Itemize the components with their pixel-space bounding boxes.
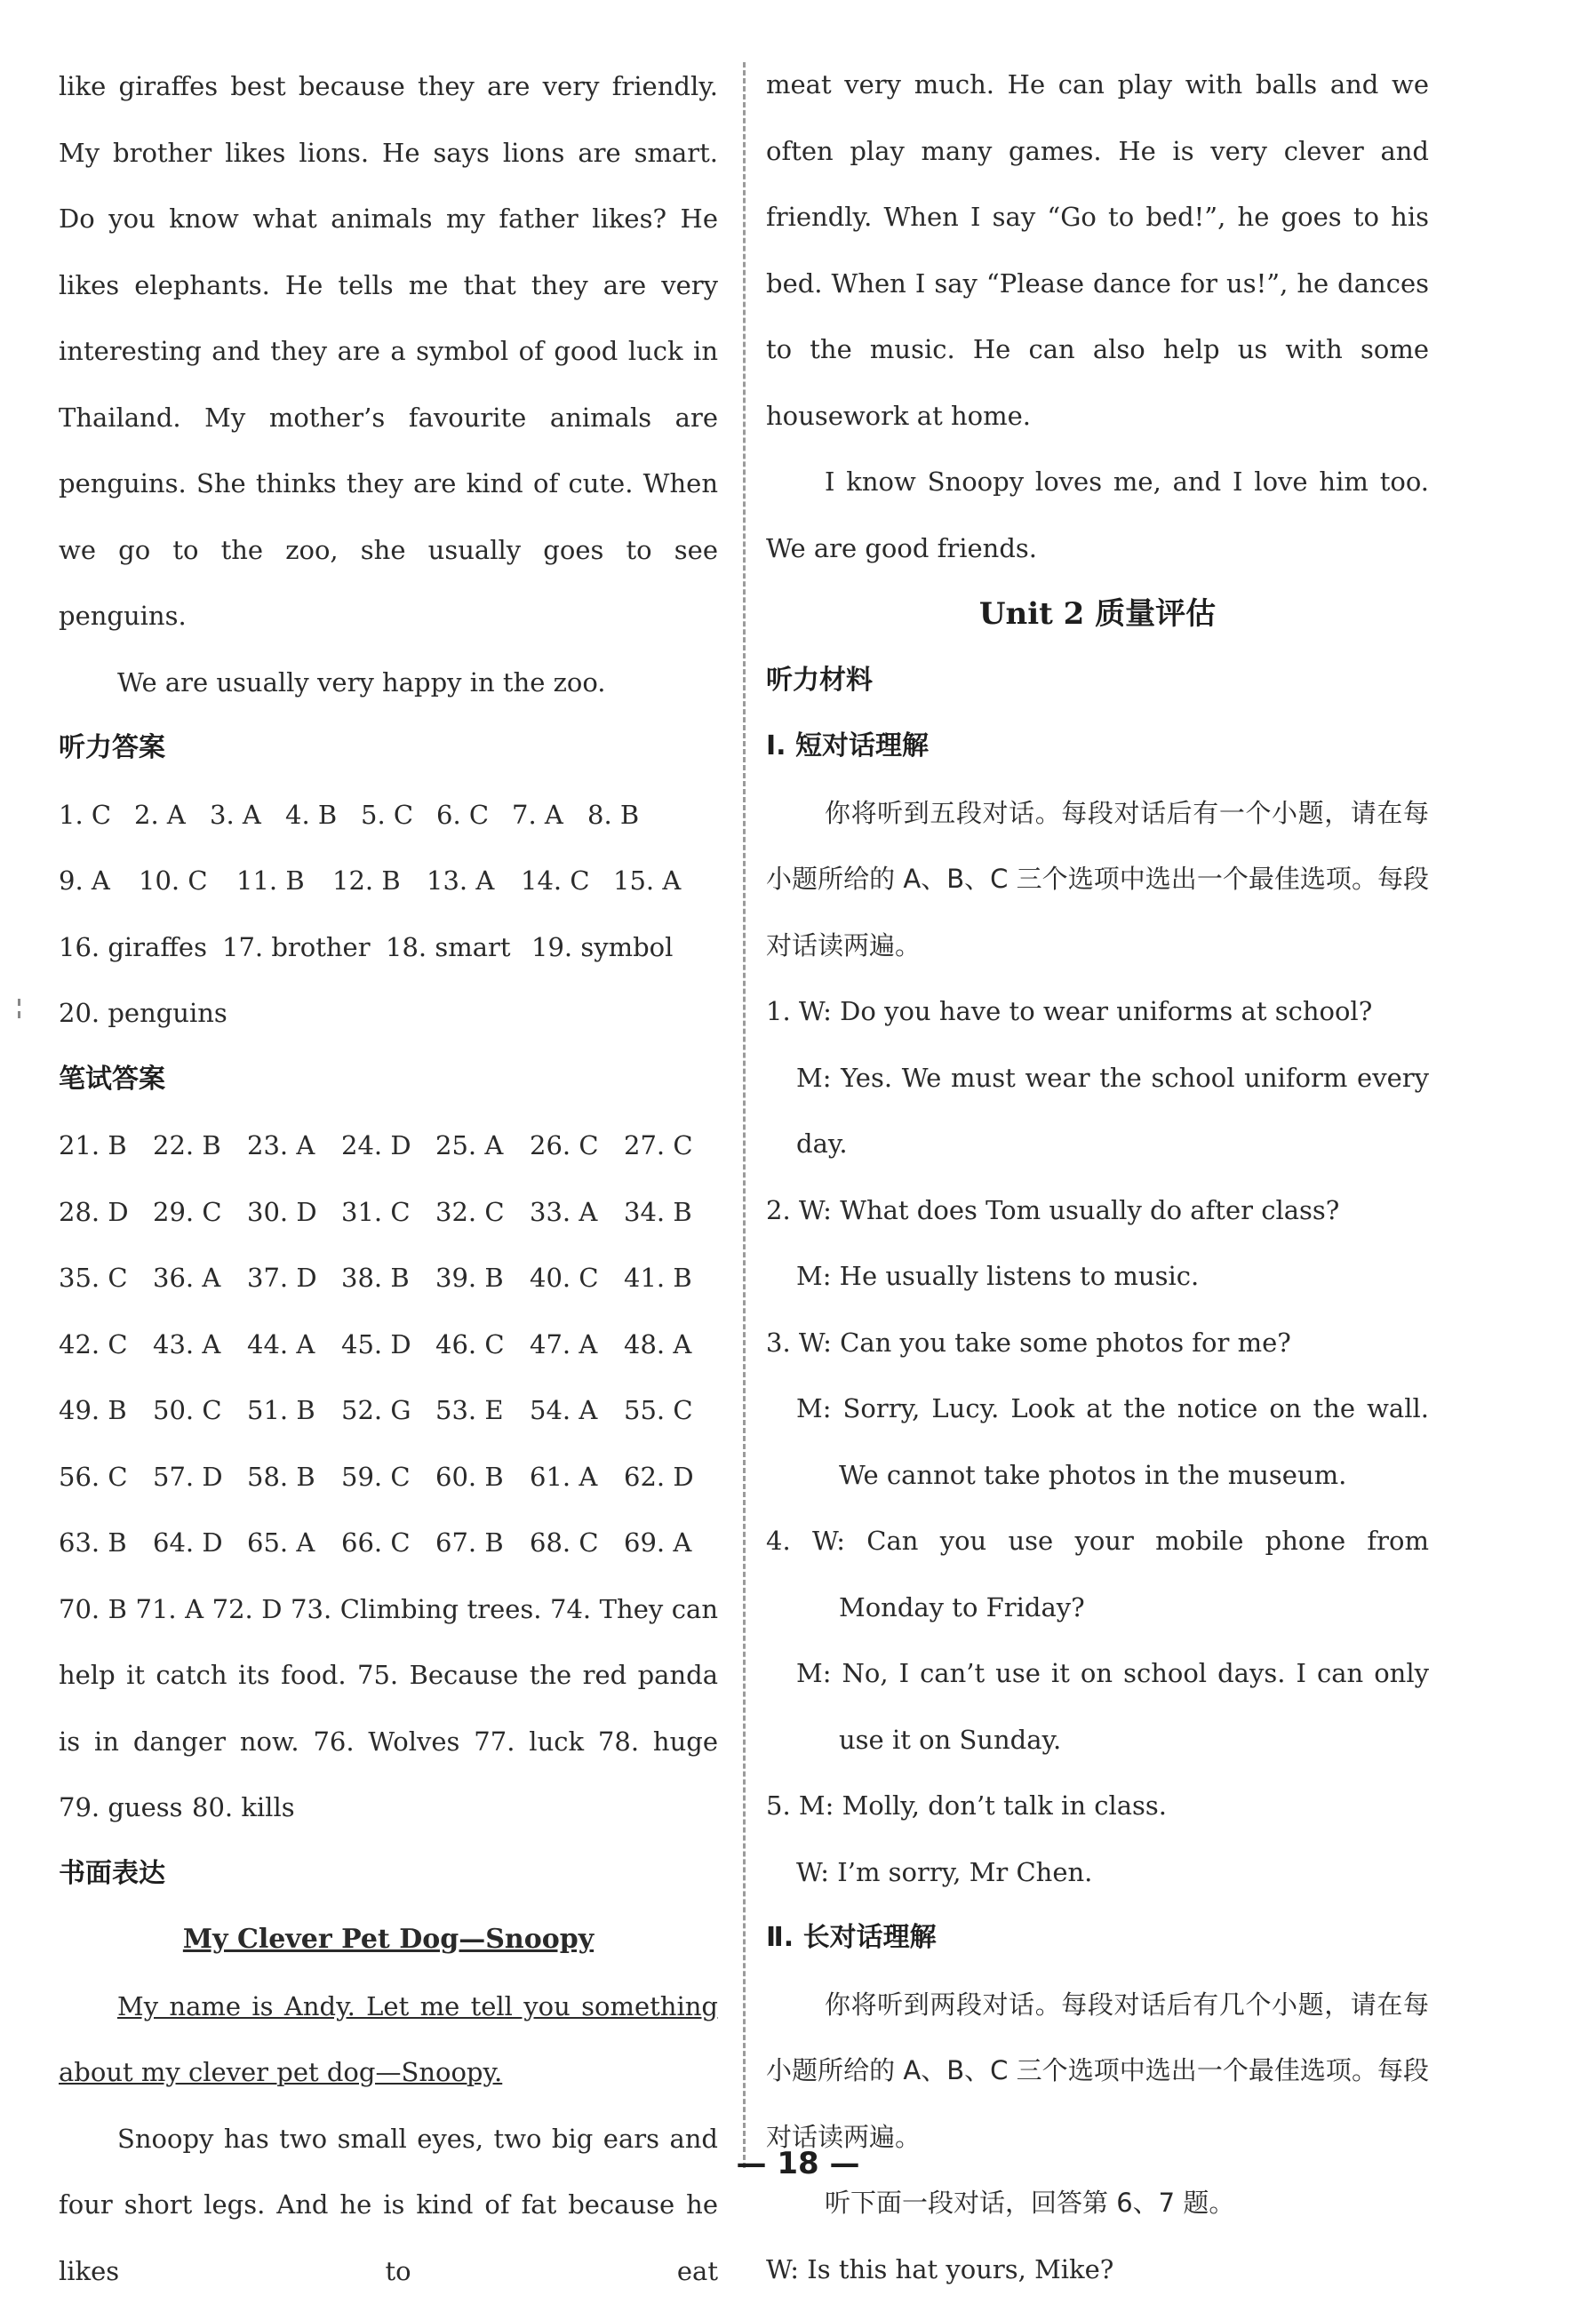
page-number-value: 18 [777, 2146, 818, 2181]
answer-item: 6. C [436, 782, 512, 849]
answer-row [59, 980, 718, 1047]
answer-item: 48. A [624, 1311, 718, 1378]
answer-item: 59. C [341, 1444, 435, 1511]
answer-row [59, 914, 718, 981]
dialog-4-answer: M: No, I can’t use it on school days. I can only use it on Sunday. [766, 1640, 1429, 1773]
answer-item: 46. C [435, 1311, 530, 1378]
answer-item: 22. B [153, 1112, 247, 1179]
answer-row [59, 782, 718, 849]
column-divider [743, 62, 746, 2168]
answer-item: 36. A [153, 1245, 247, 1311]
essay-paragraph: Snoopy has two small eyes, two big ears and four short legs. And he is kind of fat because he likes to eat [59, 2106, 718, 2304]
dialog-1-answer: M: Yes. We must wear the school uniform every day. [766, 1045, 1429, 1177]
answer-item: 5. C [361, 782, 436, 849]
written-answers-heading: 笔试答案 [59, 1047, 718, 1113]
essay-ending: I know Snoopy loves me, and I love him too. We are good friends. [766, 449, 1429, 581]
answer-item: 24. D [341, 1112, 435, 1179]
answer-item: 2. A [134, 782, 210, 849]
answer-item: 27. C [624, 1112, 718, 1179]
answer-item: 32. C [435, 1179, 530, 1246]
answer-item: 79. guess [59, 1774, 192, 1841]
answer-item: 67. B [435, 1510, 530, 1576]
answer-item: 40. C [530, 1245, 624, 1311]
answer-item: 18. smart [386, 914, 531, 981]
answer-item: 9. A [59, 848, 139, 914]
written-answers-tail: 70. B 71. A 72. D 73. Climbing trees. 74. They can help it catch its food. 75. Because the red panda is in danger now. 76. Wolves 77. luck 78. huge [59, 1576, 718, 1775]
answer-item: 69. A [624, 1510, 718, 1576]
answer-item: 7. A [512, 782, 587, 849]
answer-item: 35. C [59, 1245, 153, 1311]
listening-answers-heading: 听力答案 [59, 715, 718, 782]
answer-row [59, 1377, 718, 1444]
unit-title: Unit 2 质量评估 [766, 581, 1429, 648]
answer-item: 30. D [247, 1179, 341, 1246]
section2-subinstruction: 听下面一段对话，回答第 6、7 题。 [766, 2170, 1429, 2236]
answer-item: 1. C [59, 782, 134, 849]
answer-item: 80. kills [192, 1774, 295, 1841]
answer-item: 44. A [247, 1311, 341, 1378]
answer-item: 63. B [59, 1510, 153, 1576]
answer-row [59, 1179, 718, 1246]
answer-item: 64. D [153, 1510, 247, 1576]
answer-item: 23. A [247, 1112, 341, 1179]
answer-item: 57. D [153, 1444, 247, 1511]
answer-item: 11. B [236, 848, 332, 914]
right-column [766, 52, 1429, 2302]
answer-item: 58. B [247, 1444, 341, 1511]
section1-heading: Ⅰ. 短对话理解 [766, 714, 1429, 780]
answer-item: 68. C [530, 1510, 624, 1576]
answer-item: 51. B [247, 1377, 341, 1444]
answer-item: 45. D [341, 1311, 435, 1378]
page-number: — 18 — [0, 2146, 1596, 2181]
dialog-2-answer: M: He usually listens to music. [766, 1243, 1429, 1310]
answer-item: 65. A [247, 1510, 341, 1576]
dialog-3-answer: M: Sorry, Lucy. Look at the notice on the wall. We cannot take photos in the museum. [766, 1375, 1429, 1508]
dialog-5-question: 5. M: Molly, don’t talk in class. [766, 1773, 1429, 1839]
essay-continued: meat very much. He can play with balls and we often play many games. He is very clever and friendly. When I say “Go to bed!”, he goes to his bed. When I say “Please dance for us!”, he dances to the music. He can also help us with some housework at home. [766, 52, 1429, 449]
answer-row [59, 1112, 718, 1179]
answer-item: 10. C [139, 848, 236, 914]
answer-item: 4. B [285, 782, 361, 849]
answer-item: 37. D [247, 1245, 341, 1311]
margin-marks [18, 993, 28, 1024]
answer-item: 61. A [530, 1444, 624, 1511]
answer-item: 39. B [435, 1245, 530, 1311]
answer-item: 31. C [341, 1179, 435, 1246]
answer-row [59, 1311, 718, 1378]
answer-item: 62. D [624, 1444, 718, 1511]
section1-instructions: 你将听到五段对话。每段对话后有一个小题，请在每小题所给的 A、B、C 三个选项中选出一个最佳选项。每段对话读两遍。 [766, 780, 1429, 979]
essay-title: My Clever Pet Dog—Snoopy [59, 1907, 718, 1973]
essay-intro: My name is Andy. Let me tell you something about my clever pet dog—Snoopy. [59, 1973, 718, 2106]
answer-row [59, 1245, 718, 1311]
answer-item: 21. B [59, 1112, 153, 1179]
dialog-6-first-line: W: Is this hat yours, Mike? [766, 2236, 1429, 2303]
answer-item: 16. giraffes [59, 914, 222, 981]
answer-item: 54. A [530, 1377, 624, 1444]
answer-item: 28. D [59, 1179, 153, 1246]
answer-item: 49. B [59, 1377, 153, 1444]
answer-item: 55. C [624, 1377, 718, 1444]
reading-conclusion: We are usually very happy in the zoo. [59, 650, 718, 716]
answer-item: 19. symbol [531, 914, 691, 981]
answer-row [59, 1510, 718, 1576]
answer-item: 42. C [59, 1311, 153, 1378]
answer-item: 52. G [341, 1377, 435, 1444]
dialog-3-question: 3. W: Can you take some photos for me? [766, 1310, 1429, 1376]
answer-row [59, 848, 718, 914]
answer-item: 34. B [624, 1179, 718, 1246]
answer-item: 17. brother [222, 914, 386, 981]
dialog-5-answer: W: I’m sorry, Mr Chen. [766, 1839, 1429, 1906]
answer-item: 43. A [153, 1311, 247, 1378]
answer-item: 41. B [624, 1245, 718, 1311]
dialog-2-question: 2. W: What does Tom usually do after class? [766, 1177, 1429, 1244]
section2-instructions: 你将听到两段对话。每段对话后有几个小题，请在每小题所给的 A、B、C 三个选项中选出一个最佳选项。每段对话读两遍。 [766, 1972, 1429, 2171]
answer-item: 8. B [587, 782, 663, 849]
answer-item: 20. penguins [59, 980, 227, 1047]
section2-heading: Ⅱ. 长对话理解 [766, 1905, 1429, 1972]
answer-item: 3. A [210, 782, 285, 849]
answer-item: 15. A [613, 848, 702, 914]
answer-item: 66. C [341, 1510, 435, 1576]
answer-item: 14. C [521, 848, 613, 914]
answer-item: 33. A [530, 1179, 624, 1246]
answer-item: 26. C [530, 1112, 624, 1179]
answer-item: 47. A [530, 1311, 624, 1378]
left-column [59, 53, 718, 2304]
dialog-4-question: 4. W: Can you use your mobile phone from Monday to Friday? [766, 1508, 1429, 1640]
writing-heading: 书面表达 [59, 1841, 718, 1908]
answer-item: 60. B [435, 1444, 530, 1511]
answer-item: 50. C [153, 1377, 247, 1444]
materials-heading: 听力材料 [766, 648, 1429, 714]
answer-row [59, 1774, 718, 1841]
answer-item: 25. A [435, 1112, 530, 1179]
answer-item: 13. A [427, 848, 521, 914]
dialog-1-question: 1. W: Do you have to wear uniforms at school? [766, 978, 1429, 1045]
answer-item: 29. C [153, 1179, 247, 1246]
answer-row [59, 1444, 718, 1511]
answer-item: 53. E [435, 1377, 530, 1444]
reading-paragraph: like giraffes best because they are very friendly. My brother likes lions. He says lions are smart. Do you know what animals my father likes? He likes elephants. He tells me that they are very interesting and they are a symbol of good luck in Thailand. My mother’s favourite animals are penguins. She thinks they are kind of cute. When we go to the zoo, she usually goes to see penguins. [59, 53, 718, 650]
answer-item: 38. B [341, 1245, 435, 1311]
answer-item: 12. B [332, 848, 427, 914]
answer-item: 56. C [59, 1444, 153, 1511]
